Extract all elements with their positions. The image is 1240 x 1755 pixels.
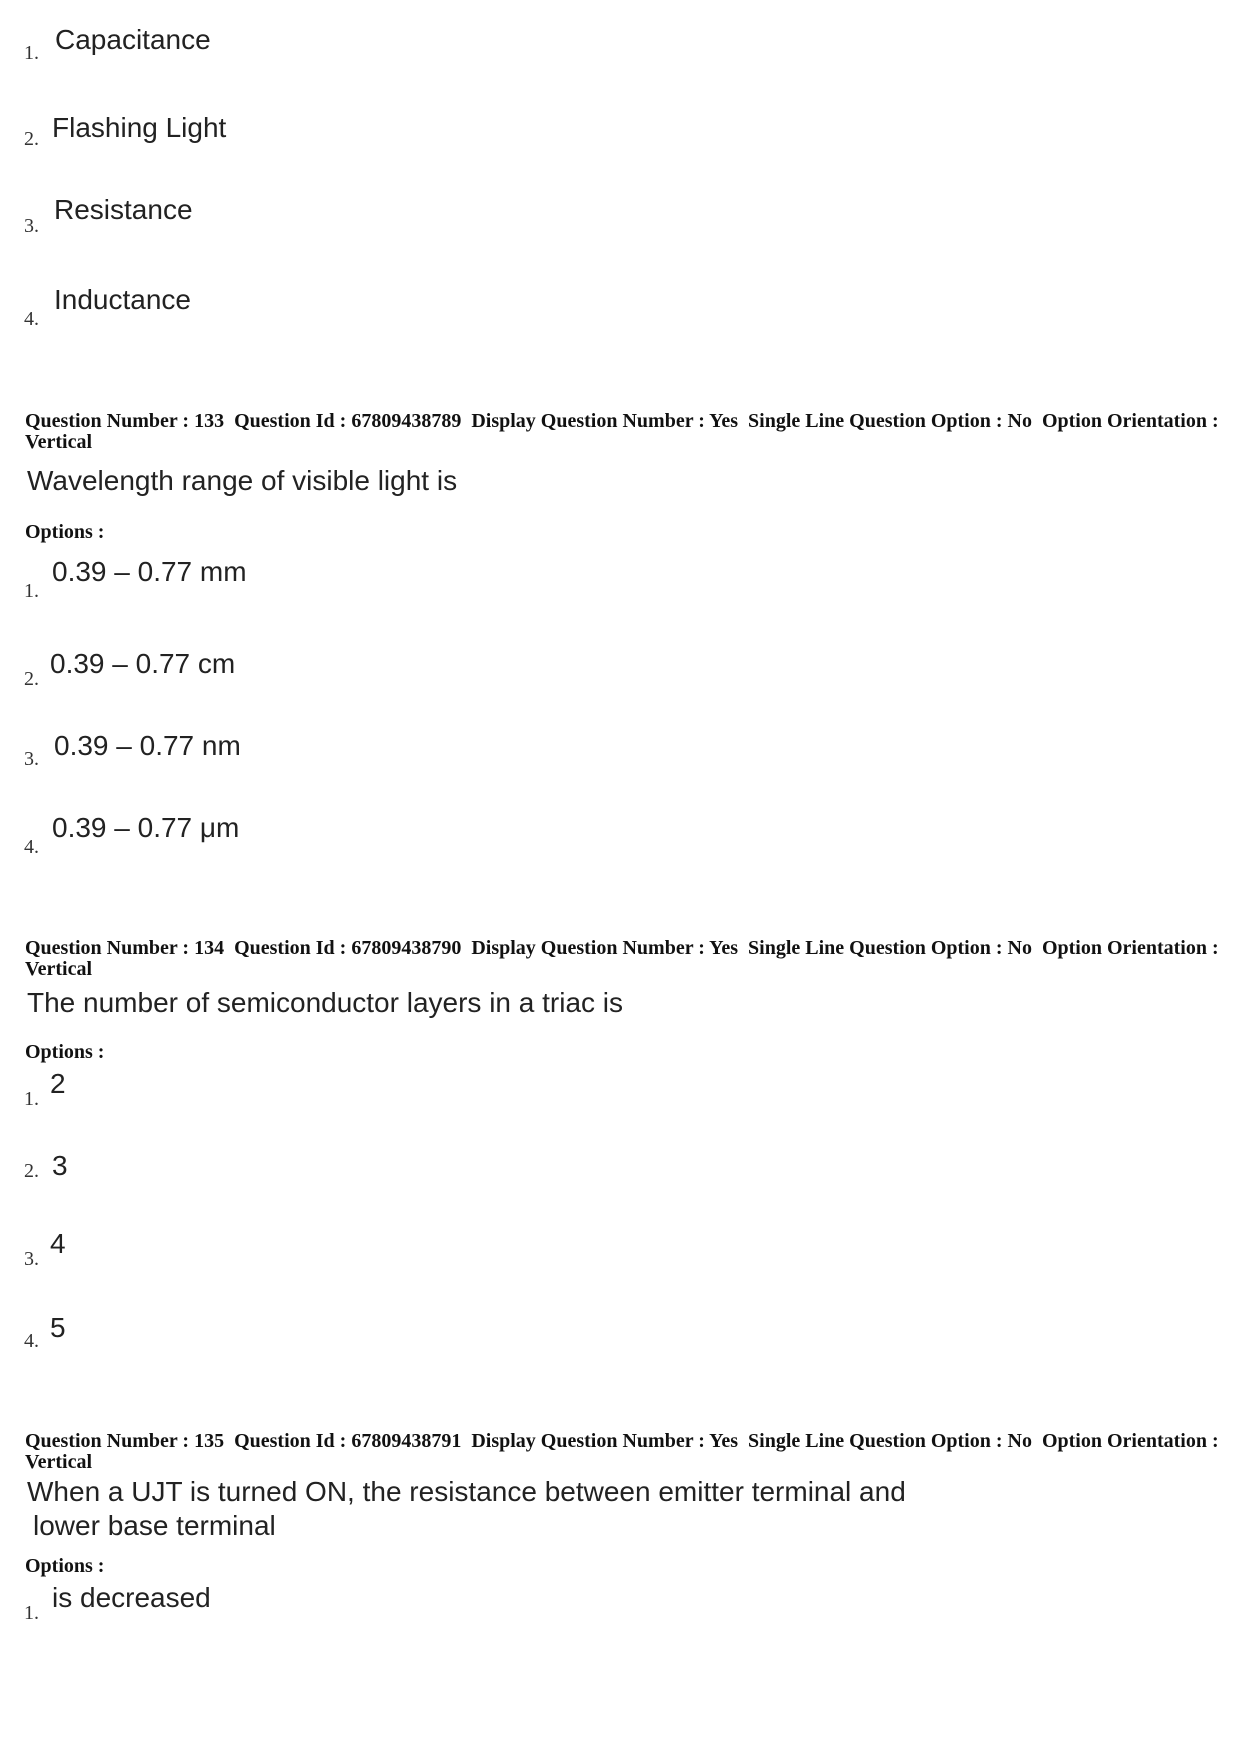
question-134-options-label: Options : — [25, 1041, 105, 1063]
prev-option-2-text: Flashing Light — [52, 112, 227, 143]
q134-option-3-number: 3. — [24, 1248, 39, 1270]
question-135-meta: Question Number : 135 Question Id : 67809438791 Display Question Number : Yes Single Line Question Option : No Option Orientation : Vertical — [25, 1430, 1224, 1473]
q133-option-3-text: 0.39 – 0.77 nm — [54, 730, 241, 761]
prev-option-4-text: Inductance — [54, 284, 191, 315]
q133-option-2-text: 0.39 – 0.77 cm — [50, 648, 236, 679]
q134-option-2-number: 2. — [24, 1160, 39, 1182]
question-133-options-label: Options : — [25, 521, 105, 543]
q134-option-1-text: 2 — [50, 1068, 66, 1099]
q134-option-4-number: 4. — [24, 1330, 39, 1352]
q133-option-3-number: 3. — [24, 748, 39, 770]
q133-option-2-number: 2. — [24, 668, 39, 690]
q133-option-4-text: 0.39 – 0.77 μm — [52, 812, 240, 843]
prev-option-3-text: Resistance — [54, 194, 193, 225]
q135-option-1-number: 1. — [24, 1602, 39, 1624]
prev-option-2-number: 2. — [24, 128, 39, 150]
prev-option-1-number: 1. — [24, 42, 39, 64]
question-135-text-line-2: lower base terminal — [33, 1510, 276, 1541]
prev-option-3-number: 3. — [24, 215, 39, 237]
prev-option-4-number: 4. — [24, 308, 39, 330]
question-133-text: Wavelength range of visible light is — [27, 465, 458, 496]
question-134-text: The number of semiconductor layers in a triac is — [27, 987, 624, 1018]
question-135-text-line-1: When a UJT is turned ON, the resistance between emitter terminal and — [27, 1476, 906, 1507]
q134-option-3-text: 4 — [50, 1228, 66, 1259]
q133-option-1-text: 0.39 – 0.77 mm — [52, 556, 247, 587]
q134-option-4-text: 5 — [50, 1312, 66, 1343]
q134-option-2-text: 3 — [52, 1150, 68, 1181]
question-134-meta: Question Number : 134 Question Id : 67809438790 Display Question Number : Yes Single Line Question Option : No Option Orientation : Vertical — [25, 937, 1224, 980]
question-133-meta: Question Number : 133 Question Id : 67809438789 Display Question Number : Yes Single Line Question Option : No Option Orientation : Vertical — [25, 410, 1224, 453]
q135-option-1-text: is decreased — [52, 1582, 211, 1613]
q133-option-1-number: 1. — [24, 580, 39, 602]
prev-option-1-text: Capacitance — [55, 24, 211, 55]
question-135-options-label: Options : — [25, 1555, 105, 1577]
q134-option-1-number: 1. — [24, 1088, 39, 1110]
q133-option-4-number: 4. — [24, 836, 39, 858]
